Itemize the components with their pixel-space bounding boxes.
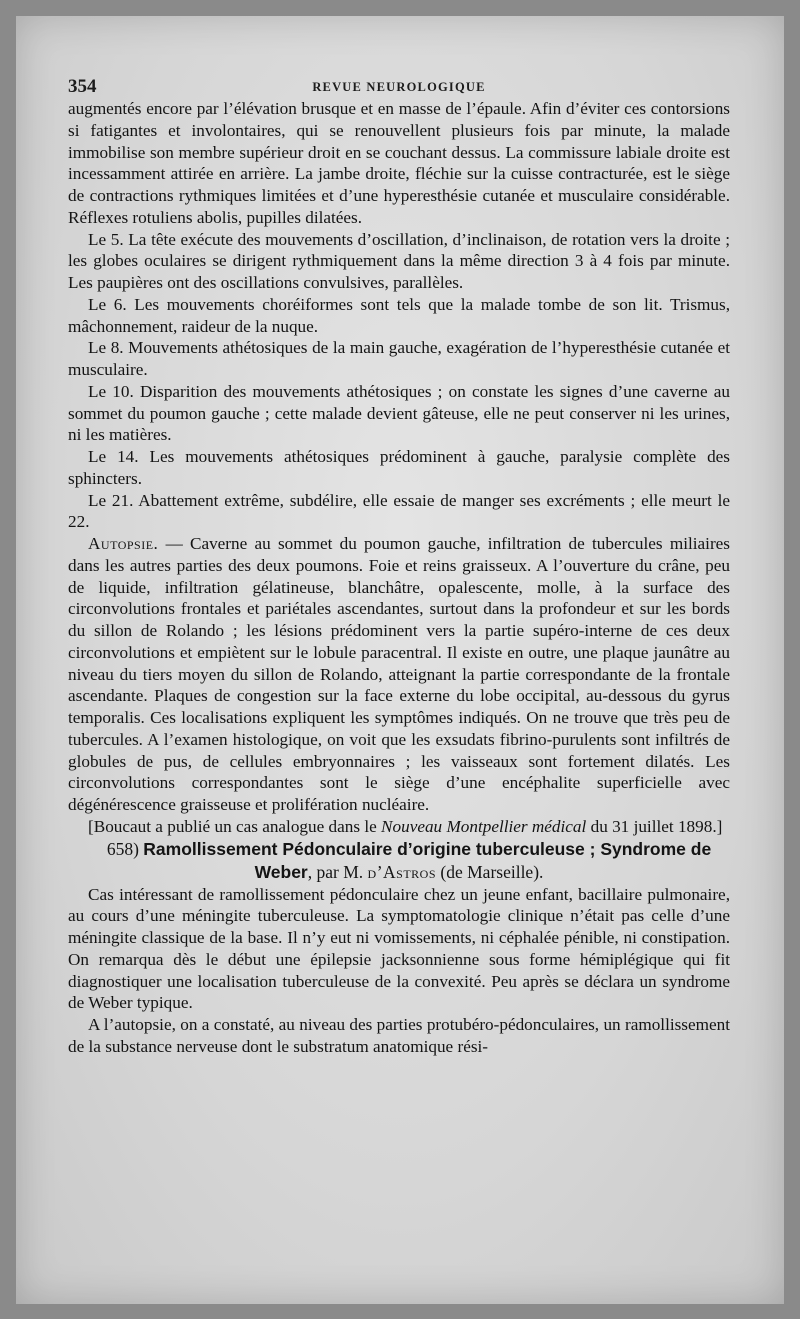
reference-text-b: du 31 juillet 1898.] [586,816,723,836]
paragraph-day-10: Le 10. Disparition des mouvements athétosiques ; on constate les signes d’une caverne au sommet du poumon gauche ; cette malade devient gâteuse, elle ne peut conserver ni les urines, ni les matières. [68,381,730,445]
reference-text-a: [Boucaut a publié un cas analogue dans le [88,816,382,836]
author-location: (de Marseille). [436,861,544,882]
paragraph-reference [68,816,730,838]
article-title: Ramollissement Pédonculaire d’origine tuberculeuse ; Syndrome de Weber [143,838,712,882]
article-heading [68,838,730,884]
scanned-page [16,16,784,1304]
page-body [68,98,730,1058]
paragraph-day-8: Le 8. Mouvements athétosiques de la main gauche, exagération de l’hyperesthésie cutanée et musculaire. [68,338,730,379]
paragraph-case-summary: Cas intéressant de ramollissement pédonculaire chez un jeune enfant, bacillaire pulmonaire, au cours d’une méningite tuberculeuse. La symptomatologie clinique n’était pas celle d’une méningite classique de la base. Il n’y eut ni vomissements, ni céphalée pénible, ni constipation. On remarqua dès le début une épilepsie jacksonnienne sous forme hémiplégique qui fit diagnostiquer une localisation tuberculeuse de la convexité. Peu après se déclara un syndrome de Weber typique. [68,884,730,1013]
paragraph-day-6: Le 6. Les mouvements choréiformes sont tels que la malade tombe de son lit. Trismus, mâchonnement, raideur de la nuque. [68,294,730,336]
author-name: d’Astros [367,861,437,882]
paragraph-day-21: Le 21. Abattement extrême, subdélire, elle essaie de manger ses excréments ; elle meurt le 22. [68,490,730,532]
paragraph-autopsy-findings: A l’autopsie, on a constaté, au niveau des parties protubéro-pédonculaires, un ramollissement de la substance nerveuse dont le substratum anatomique rési- [68,1015,730,1056]
page-number: 354 [68,76,97,97]
paragraph-continuation: augmentés encore par l’élévation brusque et en masse de l’épaule. Afin d’éviter ces contorsions si fatigantes et involontaires, qui se renouvellent plusieurs fois par minute, la malade immobilise son membre supérieur droit en se couchant dessus. La commissure labiale droite est incessamment attirée en arrière. La jambe droite, fléchie sur la cuisse contracturée, est le siège de contractions rythmiques limitées et d’une hyperesthésie cutanée et musculaire considérable. Réflexes rotuliens abolis, pupilles dilatées. [68,99,730,227]
paragraph-autopsy [68,533,730,816]
journal-name: Nouveau Montpellier médical [381,816,587,836]
paragraph-day-5: Le 5. La tête exécute des mouvements d’oscillation, d’inclinaison, de rotation vers la droite ; les globes oculaires se dirigent rythmiquement dans la même direction 3 à 4 fois par minute. Les paupières ont des oscillations convulsives, parallèles. [68,229,730,292]
article-number: 658) [106,838,139,859]
running-head: REVUE NEUROLOGIQUE [312,80,486,94]
paragraph-day-14: Le 14. Les mouvements athétosiques prédominent à gauche, paralysie complète des sphincters. [68,447,730,488]
autopsy-label: Autopsie. [88,534,159,553]
autopsy-text: — Caverne au sommet du poumon gauche, infiltration de tubercules miliaires dans les autres parties des deux poumons. Foie et reins graisseux. A l’ouverture du crâne, peu de liquide, infiltration gélatineuse, blanchâtre, opalescente, molle, à la surface des circonvolutions frontales et pariétales ascendantes, surtout dans la profondeur et sur les bords du sillon de Rolando ; les lésions prédominent vers la partie supéro-interne de ces deux circonvolutions et empiètent sur le lobule paracentral. Il existe en outre, une plaque jaunâtre au niveau du tiers moyen du sillon de Rolando, atteignant la partie correspondante de la frontale ascendante. Plaques de congestion sur la face externe du lobe occipital, au-dessous du gyrus temporalis. Ces localisations expliquent les symptômes indiqués. On ne trouve que très peu de tubercules. A l’examen histologique, on voit que les exsudats fibrino-purulents sont infiltrés de globules de pus, de cellules embryonnaires ; les vaisseaux sont fortement dilatés. Les circonvolutions correspondantes sont le siège d’une encéphalite superficielle avec dégénérescence graisseuse et prolifération nucléaire. [68,534,730,814]
byline-prefix: , par M. [307,861,368,882]
